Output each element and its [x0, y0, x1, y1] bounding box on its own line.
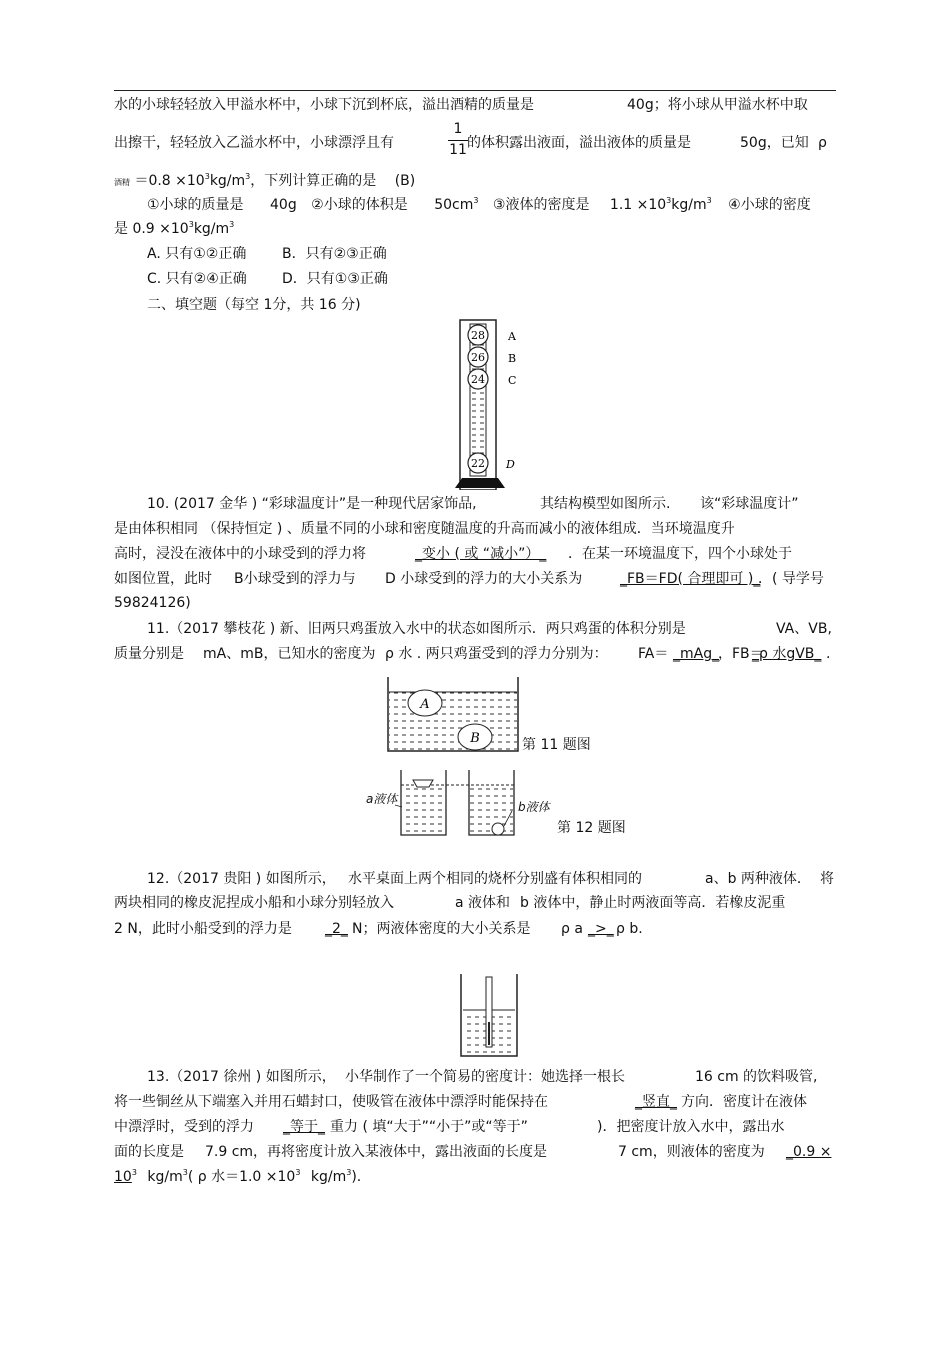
label-b: B — [508, 352, 517, 365]
liquid-b — [470, 785, 513, 835]
q9-option-c: C. 只有②④正确 — [147, 271, 247, 287]
q13-water-density: ( ρ 水＝1.0 ×10 — [187, 1169, 296, 1185]
q9-exp3b: 3 — [245, 172, 251, 181]
q13-line1c: 16 cm 的饮料吸管, — [695, 1069, 818, 1085]
liquid-a — [402, 785, 445, 835]
fig11-caption: 第 11 题图 — [522, 737, 591, 753]
label-a: A — [508, 330, 516, 343]
q13-line3b: 重力 ( 填“大于”“小于”或“等于” — [330, 1119, 528, 1135]
q13-line2a: 将一些铜丝从下端塞入并用石蜡封口，使吸管在液体中漂浮时能保持在 — [114, 1094, 548, 1110]
ball-a-number: 28 — [471, 329, 485, 342]
q9-s2-exp: 3 — [473, 196, 479, 205]
q12-line3b: N；两液体密度的大小关系是 — [352, 921, 531, 937]
q9-fraction-denominator: 11 — [449, 142, 467, 158]
q9-exp3: 3 — [204, 172, 210, 181]
q9-fraction-bar — [448, 140, 468, 141]
q9-s3: ③液体的密度是 — [492, 197, 590, 213]
q9-line2c: 50g，已知 — [740, 135, 809, 151]
q9-line3 — [114, 172, 415, 192]
q13-line4c: 7 cm，则液体的密度为 — [618, 1144, 765, 1160]
q13-answer3b: 10 — [114, 1169, 132, 1185]
q12-line1c: a、b 两种液体． — [705, 871, 811, 887]
q9-fraction-numerator: 1 — [453, 121, 463, 137]
q12-line1a: 12.（2017 贵阳 ) 如图所示， — [147, 871, 336, 887]
label-d: D — [506, 458, 515, 471]
q9-s4-exp: 3 — [188, 220, 194, 229]
q9-line1b: 40g；将小球从甲溢水杯中取 — [627, 97, 808, 113]
q12-answer1: _2_ — [325, 921, 348, 937]
label-b-liquid: b液体 — [518, 800, 550, 814]
q10-line4c: D 小球受到的浮力的大小关系为 — [385, 571, 583, 587]
q11-line2b: mA、mB，已知水的密度为 — [203, 646, 376, 662]
thermometer-base — [455, 478, 505, 488]
q10-line1a: 10. (2017 金华 ) “彩球温度计”是一种现代居家饰品, — [147, 496, 477, 512]
q9-line3a: ＝0.8 ×10 — [134, 173, 205, 189]
ball-c-number: 24 — [471, 373, 485, 386]
q11-line2a: 质量分别是 — [114, 646, 184, 662]
q12-line3c: ρ a — [561, 921, 583, 937]
q9-line1a: 水的小球轻轻放入甲溢水杯中，小球下沉到杯底，溢出酒精的质量是 — [114, 97, 534, 113]
q12-line2a: 两块相同的橡皮泥捏成小船和小球分别轻放入 — [114, 895, 394, 911]
section-heading: 二、填空题（每空 1分，共 16 分) — [147, 297, 361, 313]
q13-line4b: 7.9 cm，再将密度计放入某液体中，露出液面的长度是 — [205, 1144, 548, 1160]
q9-sub-alcohol: 酒精 — [114, 178, 130, 187]
clay-ball — [492, 823, 504, 835]
q13-line5 — [114, 1168, 361, 1188]
header-rule — [114, 90, 836, 91]
q9-s2: ②小球的体积是 — [311, 197, 408, 213]
egg-a-label: A — [420, 697, 430, 712]
q9-s4b: 是 0.9 ×10 — [114, 221, 189, 237]
q9-s1: ①小球的质量是 — [147, 197, 244, 213]
q11-line1a: 11.（2017 攀枝花 ) 新、旧两只鸡蛋放入水中的状态如图所示．两只鸡蛋的体积分别是 — [147, 621, 686, 637]
q9-s4-unit-exp: 3 — [229, 220, 235, 229]
q13-line2b: 方向．密度计在液体 — [681, 1094, 807, 1110]
q10-line4b: B小球受到的浮力与 — [234, 571, 356, 587]
q11-line2d: FA＝ — [638, 646, 669, 662]
q13-answer1: _竖直_ — [635, 1094, 677, 1110]
q10-line4d: ．( 导学号 — [758, 571, 824, 587]
ball-b-number: 26 — [471, 351, 485, 364]
q9-s3-unit: kg/m — [671, 197, 707, 213]
q12-answer2: _>_ — [588, 921, 614, 937]
label-a-liquid: a液体 — [366, 792, 398, 806]
q9-option-a: A. 只有①②正确 — [147, 246, 247, 262]
q12-line1d: 将 — [820, 871, 834, 887]
q13-close: ). — [351, 1169, 362, 1185]
q10-line3b: ．在某一环境温度下，四个小球处于 — [568, 546, 792, 562]
q10-answer1: _变小 ( 或 “减小”）_ — [415, 546, 547, 562]
q11-answer1: _mAg_ — [673, 646, 720, 662]
q9-s3-unit-exp: 3 — [706, 196, 712, 205]
egg-b-label: B — [470, 731, 480, 746]
q9-s3v: 1.1 ×10 — [609, 197, 667, 213]
q9-line3c: ，下列计算正确的是 — [250, 173, 377, 189]
q10-line5: 59824126) — [114, 595, 191, 611]
q13-answer2: _等于_ — [283, 1119, 325, 1135]
q12-line1b: 水平桌面上两个相同的烧杯分别盛有体积相同的 — [348, 871, 642, 887]
fig12-caption: 第 12 题图 — [557, 820, 626, 836]
q11-line2f: . — [826, 646, 831, 662]
q9-statements — [147, 196, 811, 216]
q10-line2: 是由体积相同 （保持恒定 ) 、质量不同的小球和密度随温度的升高而减小的液体组成．当环境温度升 — [114, 521, 735, 537]
q9-s2v: 50cm — [434, 197, 474, 213]
q12-line2c: b 液体中，静止时两液面等高．若橡皮泥重 — [520, 895, 786, 911]
hydrometer-figure — [458, 972, 520, 1058]
q9-option-d: D．只有①③正确 — [282, 271, 388, 287]
q12-line3a: 2 N，此时小船受到的浮力是 — [114, 921, 292, 937]
thermometer-figure — [455, 318, 530, 490]
q13-exp1: 3 — [131, 1168, 137, 1177]
q11-line1b: VA、VB, — [776, 621, 832, 637]
q9-rho: ρ — [818, 135, 827, 151]
q13-line3c: )．把密度计放入水中，露出水 — [597, 1119, 785, 1135]
q10-line4a: 如图位置，此时 — [114, 571, 212, 587]
q9-option-b: B．只有②③正确 — [282, 246, 387, 262]
eggs-figure — [385, 676, 520, 752]
q13-line4a: 面的长度是 — [114, 1144, 184, 1160]
q11-line2e: ，FB＝ — [718, 646, 764, 662]
q10-line3a: 高时，浸没在液体中的小球受到的浮力将 — [114, 546, 366, 562]
q13-unit2: kg/m — [310, 1169, 347, 1185]
q9-line2a: 出擦干，轻轻放入乙溢水杯中，小球漂浮且有 — [114, 135, 394, 151]
q13-line1a: 13.（2017 徐州 ) 如图所示， — [147, 1069, 336, 1085]
q13-unit1: kg/m — [147, 1169, 183, 1185]
q9-s4-unit: kg/m — [193, 221, 230, 237]
q10-line1b: 其结构模型如图所示. — [540, 496, 671, 512]
q13-exp2: 3 — [295, 1168, 301, 1177]
clay-boat — [413, 780, 433, 787]
label-c: C — [508, 374, 517, 387]
q9-s4: ④小球的密度 — [728, 197, 811, 213]
q12-line2b: a 液体和 — [455, 895, 511, 911]
q13-line3a: 中漂浮时，受到的浮力 — [114, 1119, 254, 1135]
q9-s4-cont — [114, 220, 234, 240]
q12-line3d: ρ b. — [616, 921, 643, 937]
q11-answer2: _ρ 水gVB_ — [752, 646, 822, 662]
q9-answer: (B) — [394, 173, 416, 189]
q9-s3-exp: 3 — [666, 196, 672, 205]
q13-line1b: 小华制作了一个简易的密度计：她选择一根长 — [345, 1069, 625, 1085]
q13-unit2-exp: 3 — [346, 1168, 352, 1177]
q11-line2c: ρ 水 . 两只鸡蛋受到的浮力分别为： — [385, 646, 608, 662]
q9-line2b: 的体积露出液面，溢出液体的质量是 — [467, 135, 691, 151]
q9-s1v: 40g — [270, 197, 297, 213]
q10-answer2: _FB＝FD( 合理即可 )_ — [620, 571, 761, 587]
ball-d-number: 22 — [471, 457, 485, 470]
q9-line3b: kg/m — [209, 173, 246, 189]
q13-unit1-exp: 3 — [182, 1168, 188, 1177]
q13-answer3a: _0.9 × — [786, 1144, 832, 1160]
q10-line1c: 该“彩球温度计” — [700, 496, 799, 512]
